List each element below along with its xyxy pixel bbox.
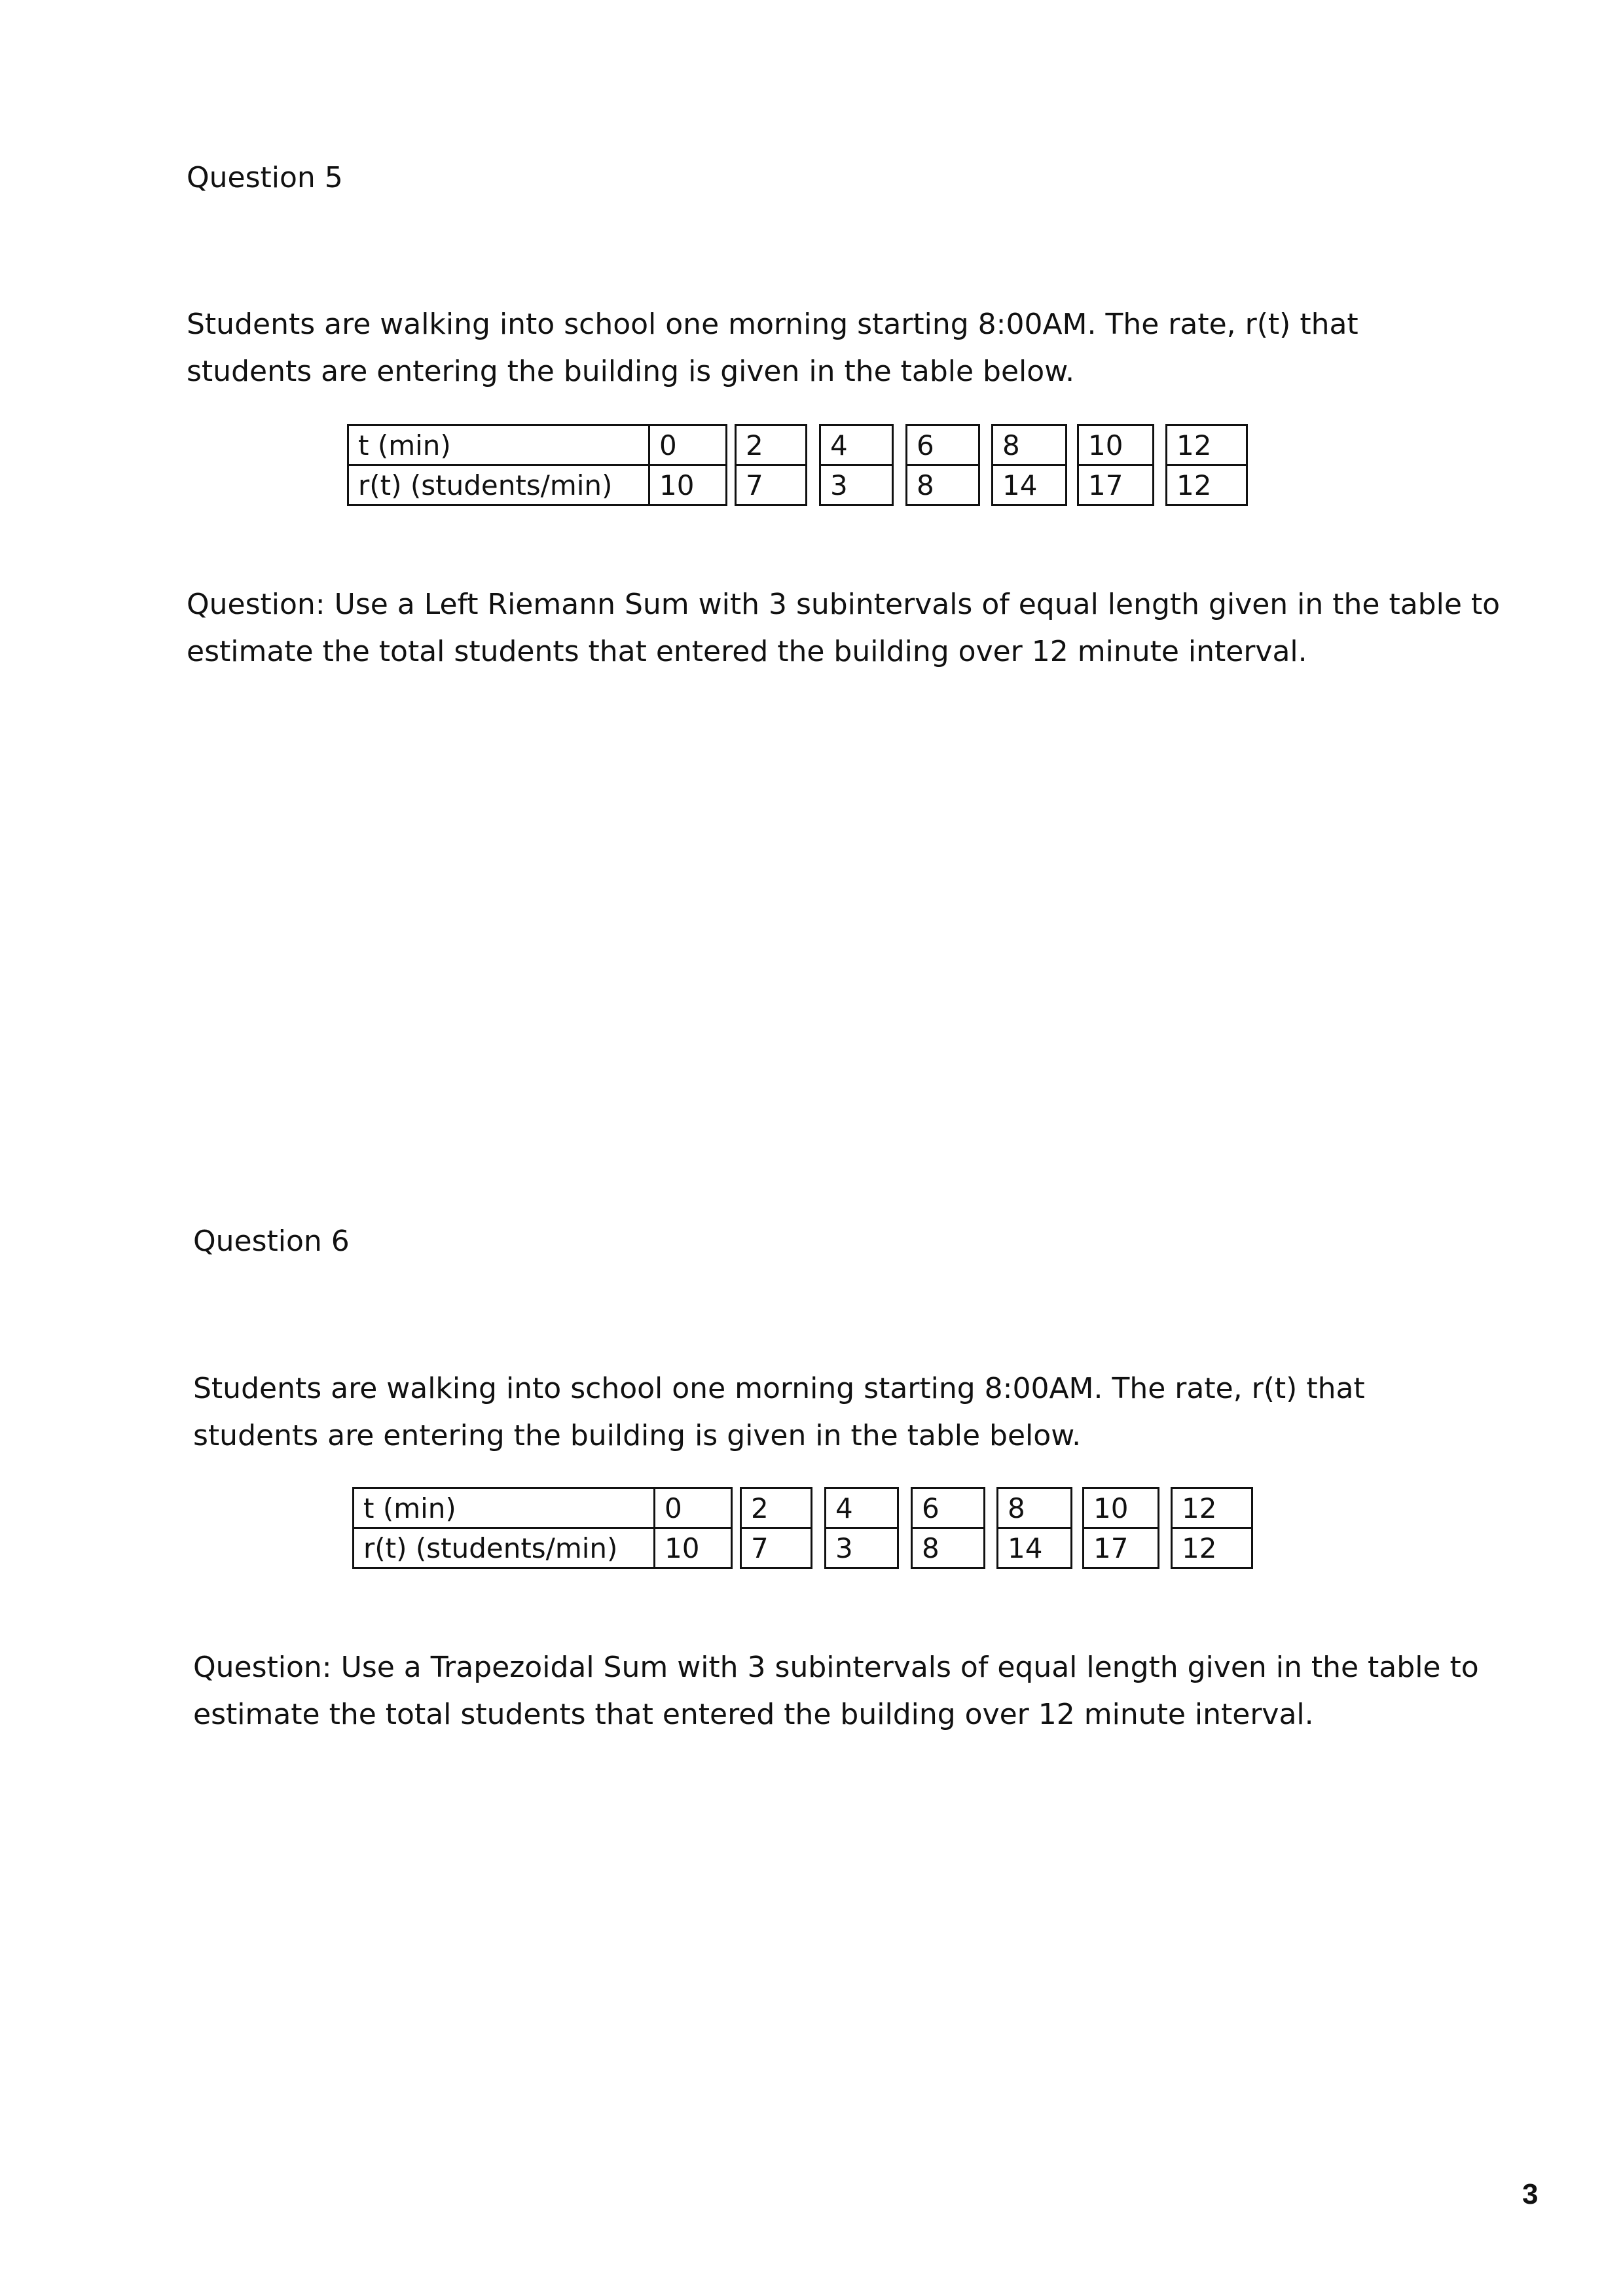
table-cell: 8 [912, 1528, 985, 1568]
table-row [348, 425, 1247, 465]
table-row [354, 1488, 1252, 1528]
table-cell: 8 [907, 465, 979, 505]
question-6-intro-line-1: Students are walking into school one morning starting 8:00AM. The rate, r(t) that [193, 1372, 1365, 1405]
question-6-heading: Question 6 [193, 1225, 350, 1258]
question-6-prompt-line-1: Question: Use a Trapezoidal Sum with 3 subintervals of equal length given in the table to [193, 1651, 1479, 1684]
table-cell: 4 [826, 1488, 898, 1528]
table-cell: 2 [741, 1488, 812, 1528]
table-cell: 17 [1084, 1528, 1159, 1568]
table-cell: 7 [741, 1528, 812, 1568]
question-5-intro-line-1: Students are walking into school one morning starting 8:00AM. The rate, r(t) that [187, 308, 1359, 341]
table-row [348, 465, 1247, 505]
table-cell: 10 [655, 1528, 732, 1568]
table-cell: 3 [826, 1528, 898, 1568]
question-5-intro-line-2: students are entering the building is given in the table below. [187, 355, 1075, 388]
table-cell: 17 [1078, 465, 1154, 505]
question-5-prompt-line-1: Question: Use a Left Riemann Sum with 3 subintervals of equal length given in the table to [187, 588, 1501, 621]
table-cell: 12 [1167, 465, 1247, 505]
table-cell: 14 [998, 1528, 1072, 1568]
table-cell: 0 [655, 1488, 732, 1528]
table-cell: 10 [649, 465, 727, 505]
table-cell: 8 [993, 425, 1067, 465]
table-cell: 8 [998, 1488, 1072, 1528]
table-cell: 10 [1084, 1488, 1159, 1528]
question-6-prompt-line-2: estimate the total students that entered the building over 12 minute interval. [193, 1698, 1314, 1731]
table-row-label: t (min) [354, 1488, 655, 1528]
page-number: 3 [1522, 2178, 1539, 2210]
table-cell: 2 [736, 425, 807, 465]
table-cell: 6 [912, 1488, 985, 1528]
question-6-intro [193, 1365, 1365, 1460]
table-cell: 10 [1078, 425, 1154, 465]
question-5-heading: Question 5 [187, 161, 343, 194]
table-row-label: r(t) (students/min) [348, 465, 649, 505]
table-cell: 4 [820, 425, 893, 465]
table-cell: 3 [820, 465, 893, 505]
table-row-label: t (min) [348, 425, 649, 465]
question-5-prompt [187, 581, 1500, 675]
table-cell: 12 [1172, 1528, 1252, 1568]
question-5-rate-table [347, 424, 1248, 506]
table-row-label: r(t) (students/min) [354, 1528, 655, 1568]
question-6-intro-line-2: students are entering the building is given in the table below. [193, 1419, 1082, 1452]
table-cell: 14 [993, 465, 1067, 505]
question-6-rate-table [352, 1487, 1253, 1569]
question-5-intro [187, 301, 1359, 395]
table-row [354, 1528, 1252, 1568]
question-5-prompt-line-2: estimate the total students that entered the building over 12 minute interval. [187, 635, 1307, 668]
table-cell: 6 [907, 425, 979, 465]
table-cell: 0 [649, 425, 727, 465]
table-cell: 12 [1167, 425, 1247, 465]
table-cell: 12 [1172, 1488, 1252, 1528]
question-6-prompt [193, 1644, 1479, 1738]
table-cell: 7 [736, 465, 807, 505]
